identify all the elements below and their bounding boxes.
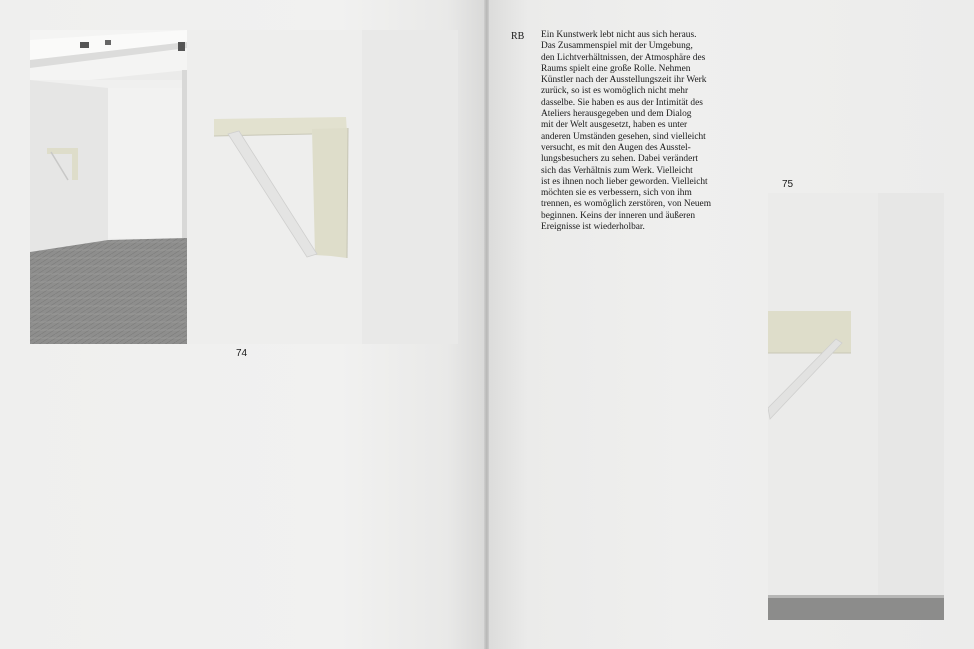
paper-artwork-wall-photo [768,193,944,620]
essay-line: Künstler nach der Ausstellungszeit ihr Werk [541,75,707,86]
page-number-right: 75 [782,179,794,190]
essay-line: versucht, es mit den Augen des Ausstel- [541,142,691,153]
essay-line: Ein Kunstwerk lebt nicht aus sich heraus. [541,30,697,40]
essay-line: Raums spielt eine große Rolle. Nehmen [541,63,691,74]
essay-line: zurück, so ist es womöglich nicht mehr [541,86,689,97]
gallery-room-photo [30,30,187,344]
essay-line: sich das Verhältnis zum Werk. Vielleicht [541,165,693,176]
essay-line: Ereignisse ist wiederholbar. [541,222,645,233]
essay-line: den Lichtverhältnissen, der Atmosphäre des [541,52,706,63]
essay-line: anderen Umständen gesehen, sind vielleicht [541,131,706,142]
left-page [0,0,486,649]
essay-line: ist es ihnen noch lieber geworden. Vielleicht [541,176,708,187]
essay-line: mit der Welt ausgesetzt, haben es unter [541,120,688,131]
author-initials: RB [511,31,525,42]
essay-line: Ateliers herausgegeben und dem Dialog [541,109,692,120]
essay-line: dasselbe. Sie haben es aus der Intimität des [541,97,703,108]
essay-text [541,30,773,233]
essay-line: lungsbesuchers zu sehen. Dabei verändert [541,154,698,165]
essay-line: beginnen. Keins der inneren und äußeren [541,210,696,221]
paper-artwork-corner-photo [187,30,458,344]
page-number-left: 74 [236,348,248,359]
essay-line: möchten sie es verbessern, sich von ihm [541,188,692,199]
essay-line: Das Zusammenspiel mit der Umgebung, [541,41,693,52]
essay-line: trennen, es womöglich zerstören, von Neuem [541,199,711,210]
